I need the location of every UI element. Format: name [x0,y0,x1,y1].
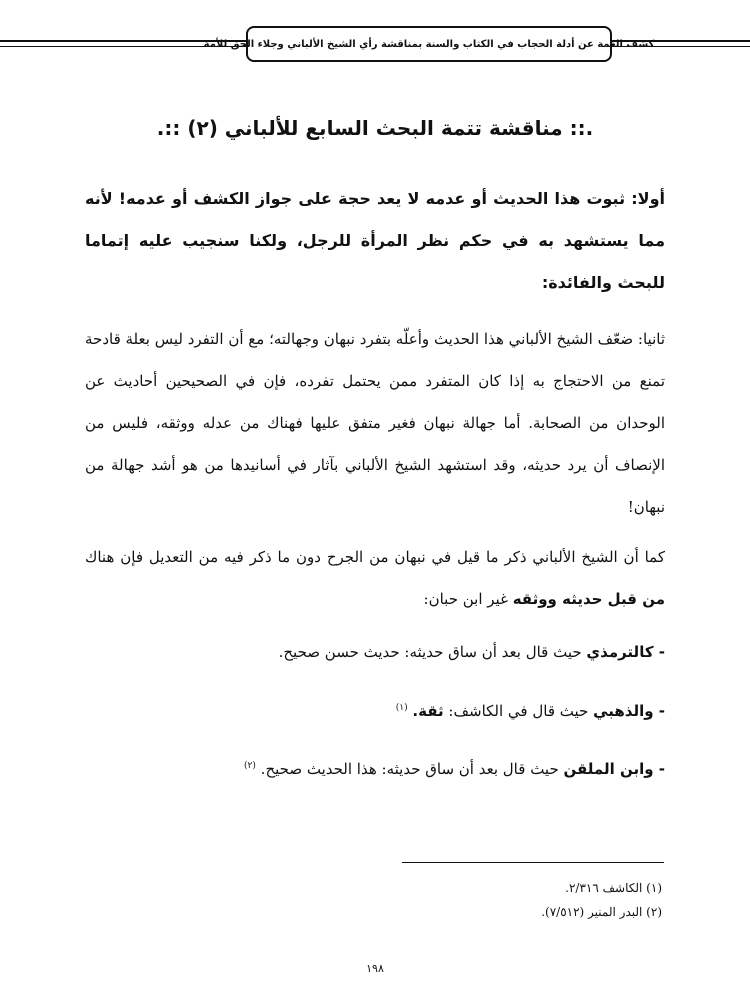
list-item-lead: - كالترمذي [586,643,665,661]
footnote-2: (٢) البدر المنير (٧/٥١٢). [541,905,662,919]
list-item-emphasis: ثقة. [412,702,444,720]
list-item-tirmidhi [85,638,665,666]
paragraph-third-text-a: كما أن الشيخ الألباني ذكر ما قيل في نبهان من الجرح دون ما ذكر فيه من التعديل فإن هناك [85,548,665,566]
list-item-ibn-mulaqqin [85,752,665,783]
footnote-divider [402,862,664,863]
paragraph-second: ثانيا: ضعّف الشيخ الألباني هذا الحديث وأعلّه بتفرد نبهان وجهالته؛ مع أن التفرد ليس بعلة قادحة تمنع من الاحتجاج به إذا كان المتفرد ممن يحتمل تفرده، فإن في الصحيحين أحاديث عن الوحدان من الصحابة. أما جهالة نبهان فغير متفق عليها فهناك من عدله ووثقه، فليس من الإنصاف أن يرد حديثه، وقد استشهد الشيخ الألباني بآثار في أسانيدها من هو أشد جهالة من نبهان! [85,330,665,516]
page-number: ١٩٨ [366,962,384,975]
footnote-ref-1[interactable]: (١) [395,703,408,713]
running-header-text: كشف الغمة عن أدلة الحجاب في الكتاب والسنة بمناقشة رأي الشيخ الألباني وجلاء الحق للأمة [203,38,655,50]
footnote-1: (١) الكاشف ٢/٣١٦. [565,881,662,895]
footnote-ref-2[interactable]: (٢) [244,761,256,771]
list-item-lead: - وابن الملقن [563,760,665,778]
running-header [203,26,655,62]
paragraph-third [85,536,665,620]
section-title: .:: مناقشة تتمة البحث السابع للألباني (٢) ::. [156,116,594,140]
paragraph-first: أولا: ثبوت هذا الحديث أو عدمه لا يعد حجة على جواز الكشف أو عدمه! لأنه مما يستشهد به في حكم نظر المرأة للرجل، ولكنا سنجيب عليه إتماما للبحث والفائدة: [85,189,665,292]
list-item-text: حيث قال بعد أن ساق حديثه: حديث حسن صحيح. [278,643,587,661]
list-item-lead: - والذهبي [593,702,665,720]
paragraph-third-emphasis: من قبل حديثه ووثقه [512,590,665,608]
list-item-dhahabi [85,694,665,725]
list-item-text: حيث قال بعد أن ساق حديثه: هذا الحديث صحيح. [260,760,564,778]
paragraph-third-text-b: غير ابن حبان: [423,590,513,608]
list-item-text: حيث قال في الكاشف: [443,702,594,720]
